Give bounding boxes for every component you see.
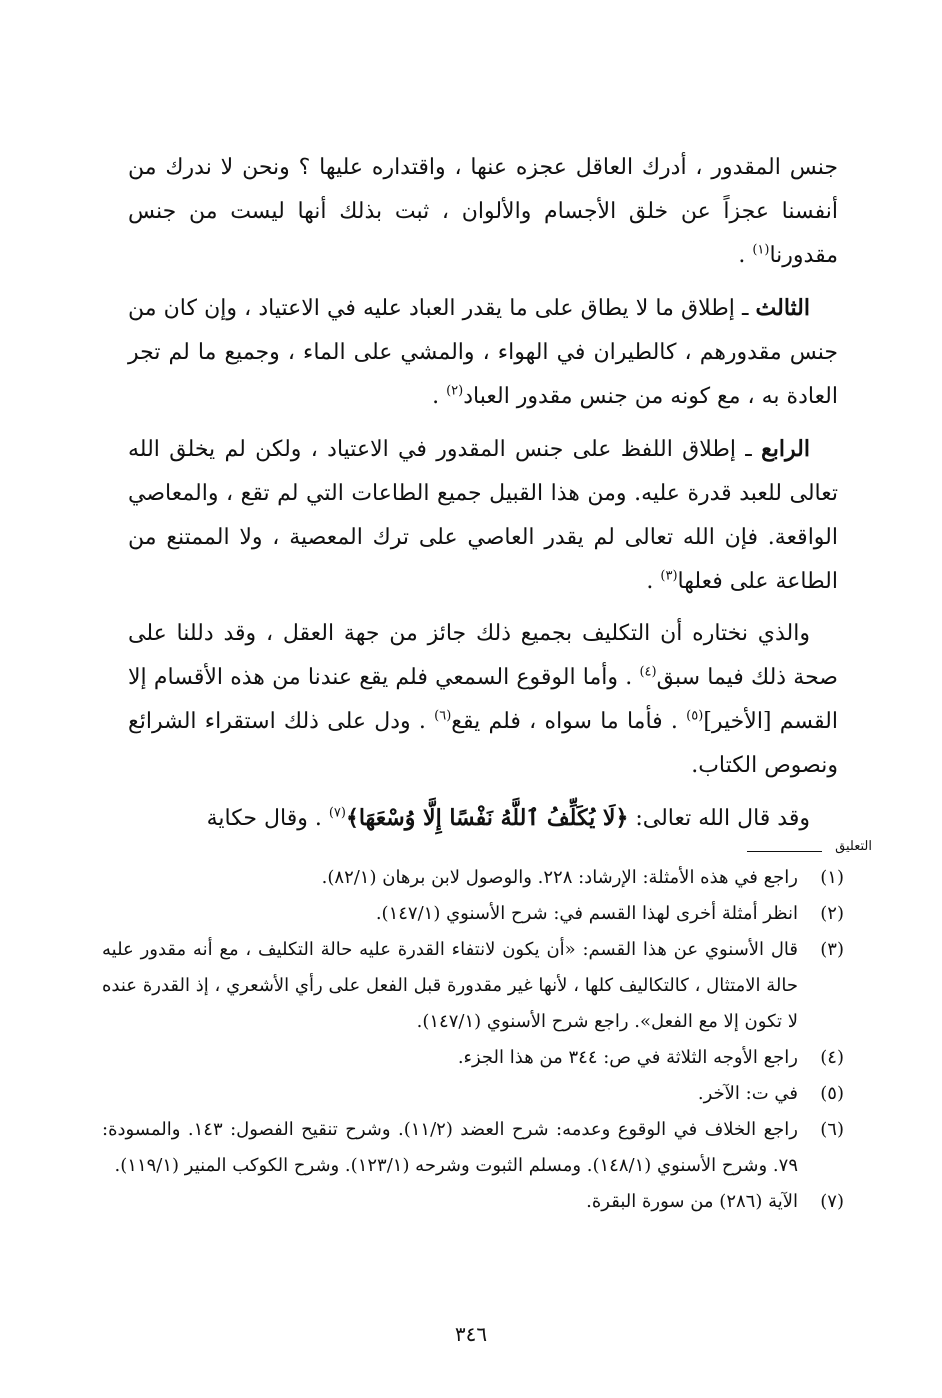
- footnote: [102, 1112, 844, 1184]
- paragraph-end: .: [646, 569, 661, 594]
- footnote: [102, 1076, 844, 1112]
- footnote-rule: [747, 851, 822, 852]
- footnote-ref: (١): [752, 242, 770, 258]
- footnote-text: قال الأسنوي عن هذا القسم: «أن يكون لانتفاء القدرة عليه حالة التكليف ، مع أنه مقدور عليه حالة الامتثال ، كالتكاليف كلها ، لأنها غير مقدورة قبل الفعل على رأي الأشعري ، إذ القدرة عنده لا تكون إلا مع الفعل». راجع شرح الأسنوي (١٤٧/١).: [102, 939, 798, 1032]
- footnote-number: (١): [820, 867, 844, 888]
- paragraph-text: . ودل على ذلك استقراء الشرائع ونصوص الكتاب.: [128, 709, 838, 778]
- paragraph-text: جنس المقدور ، أدرك العاقل عجزه عنها ، واقتداره عليها ؟ ونحن لا ندرك من أنفسنا عجزاً عن خلق الأجسام والألوان ، ثبت بذلك أنها ليست من جنس مقدورنا: [128, 155, 838, 268]
- paragraph-lead: الرابع: [761, 436, 810, 462]
- footnote-label: التعليق: [835, 839, 872, 854]
- footnote-number: (٥): [820, 1083, 844, 1104]
- footnote: [102, 860, 844, 896]
- page-number: ٣٤٦: [454, 1322, 488, 1346]
- footnote-ref: (٤): [639, 664, 657, 680]
- paragraph-text: وقد قال الله تعالى:: [628, 806, 810, 831]
- paragraph-text: . وقال حكاية: [206, 806, 329, 831]
- paragraph: [128, 612, 838, 788]
- footnote: [102, 932, 844, 1040]
- paragraph-text: والذي نختاره أن التكليف بجميع ذلك جائز من جهة العقل ، وقد دللنا على صحة ذلك فيما سبق: [128, 621, 838, 690]
- footnote-ref: (٥): [686, 708, 704, 724]
- paragraph-text: ـ إطلاق اللفظ على جنس المقدور في الاعتياد ، ولكن لم يخلق الله تعالى للعبد قدرة عليه. ومن هذا القبيل جميع الطاعات التي لم تقع ، والمعاصي الواقعة. فإن الله تعالى لم يقدر العاصي على ترك المعصية ، ولا الممتنع من الطاعة على فعلها: [128, 437, 838, 594]
- paragraph: [128, 146, 838, 278]
- footnote-text: في ت: الآخر.: [697, 1083, 798, 1104]
- footnote-number: (٣): [820, 939, 844, 960]
- footnote: [102, 1184, 844, 1220]
- paragraph-text: ـ إطلاق ما لا يطاق على ما يقدر العباد عليه في الاعتياد ، وإن كان من جنس مقدورهم ، كالطيران في الهواء ، والمشي على الماء ، وجميع ما لم تجر العادة به ، مع كونه من جنس مقدور العباد: [128, 296, 838, 409]
- footnote-separator: [0, 837, 942, 861]
- footnote-ref: (٣): [660, 568, 678, 584]
- footnote: [102, 896, 844, 932]
- quran-verse: ﴿لَا يُكَلِّفُ ٱللَّهُ نَفْسًا إِلَّا وُسْعَهَا﴾: [345, 805, 629, 831]
- footnote-text: راجع الأوجه الثلاثة في ص: ٣٤٤ من هذا الجزء.: [457, 1047, 798, 1068]
- footnote-text: راجع الخلاف في الوقوع وعدمه: شرح العضد (١١/٢). وشرح تنقيح الفصول: ١٤٣. والمسودة: ٧٩. وشرح الأسنوي (١٤٨/١). ومسلم الثبوت وشرحه (١٢٣/١). وشرح الكوكب المنير (١١٩/١).: [102, 1119, 798, 1176]
- paragraph: [128, 286, 838, 419]
- footnote-text: الآية (٢٨٦) من سورة البقرة.: [586, 1191, 798, 1212]
- footnote-ref: (٦): [434, 708, 452, 724]
- footnote-ref: (٧): [328, 805, 346, 821]
- main-text: [128, 146, 838, 849]
- paragraph-lead: الثالث: [755, 295, 810, 321]
- footnote-text: راجع في هذه الأمثلة: الإرشاد: ٢٢٨. والوصول لابن برهان (٨٢/١).: [321, 867, 798, 888]
- footnote-number: (٢): [820, 903, 844, 924]
- paragraph-text: . فأما ما سواه ، فلم يقع: [451, 709, 687, 734]
- paragraph-text: . وأما الوقوع السمعي فلم يقع عندنا من هذه الأقسام إلا القسم [الأخير]: [128, 665, 838, 734]
- footnote-number: (٧): [820, 1191, 844, 1212]
- footnote-number: (٦): [820, 1119, 844, 1140]
- footnote-ref: (٢): [446, 383, 464, 399]
- footnote: [102, 1040, 844, 1076]
- paragraph-end: .: [738, 243, 753, 268]
- footnotes: [102, 860, 844, 1220]
- paragraph: [128, 796, 838, 841]
- footnote-text: انظر أمثلة أخرى لهذا القسم في: شرح الأسنوي (١٤٧/١).: [375, 903, 798, 924]
- footnote-number: (٤): [820, 1047, 844, 1068]
- paragraph-end: .: [432, 384, 447, 409]
- paragraph: [128, 427, 838, 604]
